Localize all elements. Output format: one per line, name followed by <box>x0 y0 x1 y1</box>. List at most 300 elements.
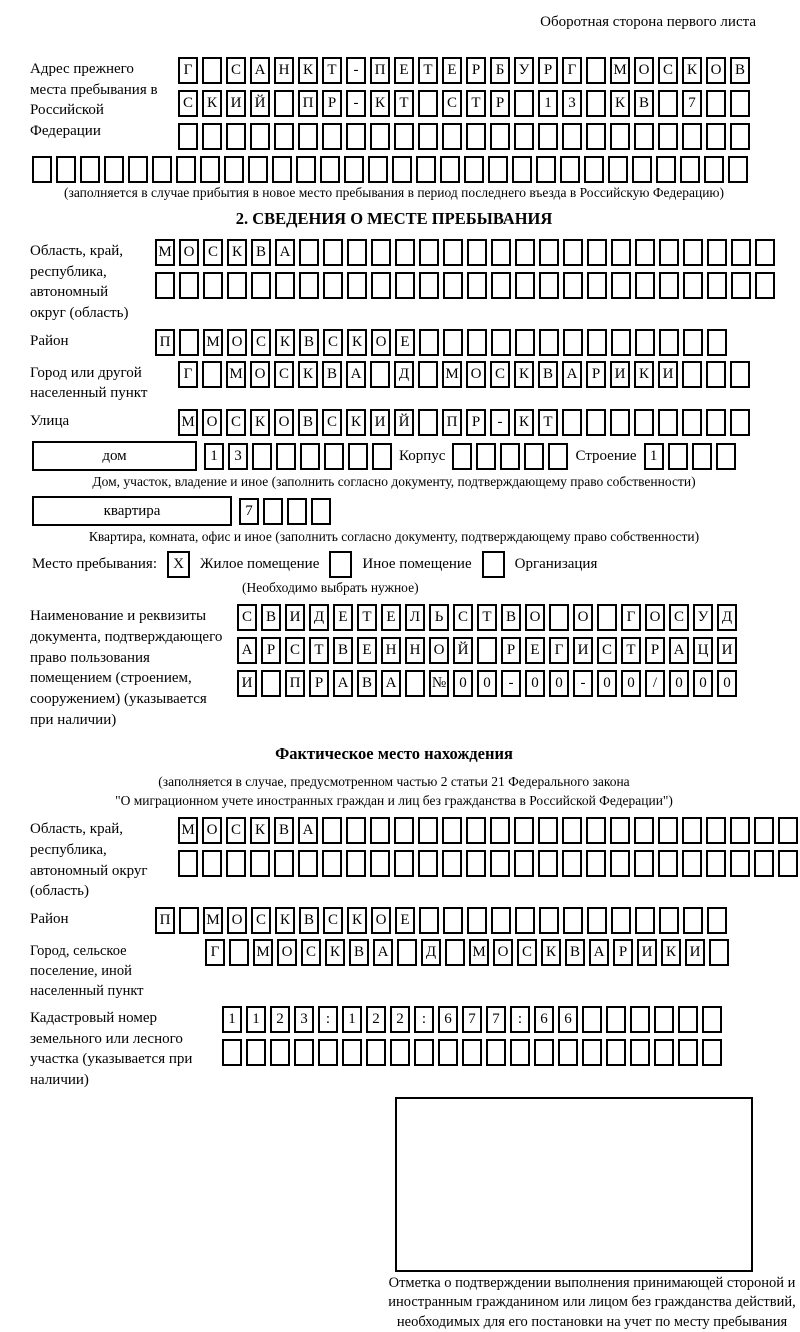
char-cell[interactable]: Р <box>613 939 633 966</box>
char-cell[interactable] <box>372 443 392 470</box>
char-cell[interactable] <box>464 156 484 183</box>
char-cell[interactable]: 0 <box>453 670 473 697</box>
char-cell[interactable] <box>659 907 679 934</box>
char-cell[interactable] <box>611 907 631 934</box>
char-cell[interactable]: Е <box>333 604 353 631</box>
char-cell[interactable] <box>229 939 249 966</box>
char-cell[interactable] <box>702 1039 722 1066</box>
char-cell[interactable]: М <box>203 329 223 356</box>
char-cell[interactable] <box>683 272 703 299</box>
char-cell[interactable]: В <box>322 361 342 388</box>
char-cell[interactable]: А <box>298 817 318 844</box>
char-cell[interactable] <box>654 1039 674 1066</box>
char-cell[interactable] <box>658 123 678 150</box>
char-cell[interactable] <box>562 123 582 150</box>
korpus-cells[interactable] <box>452 443 568 470</box>
char-cell[interactable]: С <box>517 939 537 966</box>
char-cell[interactable]: И <box>285 604 305 631</box>
char-cell[interactable] <box>370 850 390 877</box>
char-cell[interactable]: Д <box>717 604 737 631</box>
char-cell[interactable] <box>754 850 774 877</box>
char-cell[interactable]: 1 <box>342 1006 362 1033</box>
char-cell[interactable] <box>606 1039 626 1066</box>
char-cell[interactable]: - <box>346 90 366 117</box>
char-cell[interactable]: Ц <box>693 637 713 664</box>
char-cell[interactable] <box>438 1039 458 1066</box>
char-cell[interactable] <box>778 850 798 877</box>
char-cell[interactable]: К <box>250 817 270 844</box>
char-cell[interactable] <box>524 443 544 470</box>
prev-address-row-3[interactable] <box>178 123 750 150</box>
char-cell[interactable]: Е <box>357 637 377 664</box>
char-cell[interactable] <box>536 156 556 183</box>
char-cell[interactable] <box>346 123 366 150</box>
char-cell[interactable]: М <box>226 361 246 388</box>
char-cell[interactable]: 0 <box>693 670 713 697</box>
char-cell[interactable] <box>418 361 438 388</box>
char-cell[interactable] <box>538 817 558 844</box>
char-cell[interactable]: Г <box>621 604 641 631</box>
char-cell[interactable] <box>610 817 630 844</box>
char-cell[interactable] <box>634 123 654 150</box>
apartment-cells[interactable] <box>239 498 331 525</box>
actual-city-row[interactable] <box>205 939 729 966</box>
char-cell[interactable] <box>418 817 438 844</box>
char-cell[interactable] <box>562 850 582 877</box>
char-cell[interactable] <box>678 1039 698 1066</box>
char-cell[interactable] <box>608 156 628 183</box>
checkbox-other-premises[interactable] <box>329 551 352 578</box>
char-cell[interactable] <box>706 361 726 388</box>
char-cell[interactable]: 2 <box>366 1006 386 1033</box>
char-cell[interactable] <box>250 123 270 150</box>
char-cell[interactable] <box>56 156 76 183</box>
char-cell[interactable]: М <box>178 817 198 844</box>
char-cell[interactable]: С <box>251 907 271 934</box>
char-cell[interactable]: М <box>610 57 630 84</box>
char-cell[interactable]: Й <box>250 90 270 117</box>
char-cell[interactable]: И <box>685 939 705 966</box>
char-cell[interactable]: С <box>323 907 343 934</box>
char-cell[interactable]: 6 <box>438 1006 458 1033</box>
char-cell[interactable] <box>630 1039 650 1066</box>
char-cell[interactable] <box>656 156 676 183</box>
char-cell[interactable]: Д <box>421 939 441 966</box>
char-cell[interactable]: Р <box>645 637 665 664</box>
char-cell[interactable]: Р <box>466 57 486 84</box>
char-cell[interactable] <box>274 850 294 877</box>
char-cell[interactable] <box>490 817 510 844</box>
char-cell[interactable]: В <box>251 239 271 266</box>
char-cell[interactable] <box>272 156 292 183</box>
char-cell[interactable]: Т <box>357 604 377 631</box>
char-cell[interactable] <box>274 123 294 150</box>
char-cell[interactable]: С <box>442 90 462 117</box>
char-cell[interactable] <box>730 123 750 150</box>
char-cell[interactable]: П <box>155 329 175 356</box>
char-cell[interactable] <box>370 361 390 388</box>
char-cell[interactable]: А <box>346 361 366 388</box>
char-cell[interactable]: Д <box>394 361 414 388</box>
char-cell[interactable]: К <box>610 90 630 117</box>
char-cell[interactable]: Й <box>394 409 414 436</box>
char-cell[interactable]: М <box>155 239 175 266</box>
char-cell[interactable]: С <box>322 409 342 436</box>
char-cell[interactable] <box>462 1039 482 1066</box>
document-row-3[interactable] <box>237 670 737 697</box>
char-cell[interactable]: П <box>155 907 175 934</box>
char-cell[interactable]: С <box>274 361 294 388</box>
char-cell[interactable]: Е <box>442 57 462 84</box>
char-cell[interactable]: К <box>661 939 681 966</box>
char-cell[interactable]: Е <box>394 57 414 84</box>
char-cell[interactable] <box>515 329 535 356</box>
char-cell[interactable] <box>152 156 172 183</box>
char-cell[interactable]: : <box>510 1006 530 1033</box>
char-cell[interactable]: № <box>429 670 449 697</box>
char-cell[interactable]: : <box>414 1006 434 1033</box>
char-cell[interactable] <box>32 156 52 183</box>
char-cell[interactable] <box>371 272 391 299</box>
char-cell[interactable] <box>730 850 750 877</box>
actual-district-row[interactable] <box>155 907 727 934</box>
char-cell[interactable] <box>178 850 198 877</box>
char-cell[interactable] <box>252 443 272 470</box>
char-cell[interactable]: С <box>490 361 510 388</box>
char-cell[interactable] <box>346 850 366 877</box>
char-cell[interactable] <box>706 90 726 117</box>
char-cell[interactable]: А <box>237 637 257 664</box>
char-cell[interactable]: Г <box>178 57 198 84</box>
char-cell[interactable] <box>709 939 729 966</box>
char-cell[interactable] <box>635 907 655 934</box>
char-cell[interactable] <box>634 850 654 877</box>
char-cell[interactable]: П <box>370 57 390 84</box>
char-cell[interactable]: К <box>227 239 247 266</box>
char-cell[interactable]: К <box>514 361 534 388</box>
char-cell[interactable]: К <box>682 57 702 84</box>
char-cell[interactable] <box>515 907 535 934</box>
char-cell[interactable]: С <box>226 57 246 84</box>
char-cell[interactable] <box>778 817 798 844</box>
char-cell[interactable] <box>731 272 751 299</box>
char-cell[interactable] <box>659 239 679 266</box>
char-cell[interactable] <box>344 156 364 183</box>
char-cell[interactable]: 3 <box>228 443 248 470</box>
char-cell[interactable]: Т <box>309 637 329 664</box>
char-cell[interactable] <box>730 409 750 436</box>
char-cell[interactable] <box>630 1006 650 1033</box>
char-cell[interactable] <box>610 409 630 436</box>
char-cell[interactable] <box>490 123 510 150</box>
char-cell[interactable] <box>274 90 294 117</box>
char-cell[interactable] <box>658 817 678 844</box>
char-cell[interactable] <box>179 907 199 934</box>
char-cell[interactable] <box>467 329 487 356</box>
char-cell[interactable] <box>476 443 496 470</box>
char-cell[interactable]: С <box>226 409 246 436</box>
char-cell[interactable] <box>549 604 569 631</box>
char-cell[interactable] <box>179 272 199 299</box>
house-type-box[interactable]: дом <box>32 441 197 471</box>
char-cell[interactable] <box>538 123 558 150</box>
char-cell[interactable] <box>587 329 607 356</box>
document-row-1[interactable] <box>237 604 737 631</box>
char-cell[interactable] <box>467 907 487 934</box>
char-cell[interactable] <box>419 907 439 934</box>
char-cell[interactable] <box>654 1006 674 1033</box>
char-cell[interactable]: В <box>261 604 281 631</box>
char-cell[interactable]: А <box>669 637 689 664</box>
char-cell[interactable]: П <box>442 409 462 436</box>
char-cell[interactable] <box>755 272 775 299</box>
region-row-1[interactable] <box>155 239 775 266</box>
char-cell[interactable] <box>611 329 631 356</box>
char-cell[interactable] <box>534 1039 554 1066</box>
char-cell[interactable] <box>682 361 702 388</box>
char-cell[interactable]: Т <box>466 90 486 117</box>
char-cell[interactable]: 7 <box>682 90 702 117</box>
char-cell[interactable]: К <box>325 939 345 966</box>
char-cell[interactable]: 7 <box>239 498 259 525</box>
char-cell[interactable]: Р <box>466 409 486 436</box>
char-cell[interactable] <box>731 239 751 266</box>
char-cell[interactable] <box>610 123 630 150</box>
char-cell[interactable] <box>538 850 558 877</box>
char-cell[interactable] <box>346 817 366 844</box>
char-cell[interactable]: - <box>501 670 521 697</box>
region-row-2[interactable] <box>155 272 775 299</box>
char-cell[interactable] <box>658 409 678 436</box>
char-cell[interactable] <box>659 329 679 356</box>
char-cell[interactable]: И <box>717 637 737 664</box>
char-cell[interactable]: О <box>277 939 297 966</box>
char-cell[interactable] <box>275 272 295 299</box>
char-cell[interactable]: Ь <box>429 604 449 631</box>
char-cell[interactable]: А <box>562 361 582 388</box>
char-cell[interactable] <box>635 272 655 299</box>
char-cell[interactable] <box>443 907 463 934</box>
char-cell[interactable] <box>394 850 414 877</box>
char-cell[interactable]: Р <box>490 90 510 117</box>
char-cell[interactable] <box>368 156 388 183</box>
char-cell[interactable] <box>200 156 220 183</box>
char-cell[interactable] <box>488 156 508 183</box>
char-cell[interactable] <box>563 329 583 356</box>
char-cell[interactable] <box>246 1039 266 1066</box>
city-row[interactable] <box>178 361 750 388</box>
char-cell[interactable] <box>104 156 124 183</box>
char-cell[interactable]: С <box>251 329 271 356</box>
char-cell[interactable]: 0 <box>717 670 737 697</box>
char-cell[interactable] <box>587 239 607 266</box>
char-cell[interactable]: К <box>202 90 222 117</box>
char-cell[interactable]: А <box>275 239 295 266</box>
char-cell[interactable] <box>514 817 534 844</box>
char-cell[interactable]: О <box>179 239 199 266</box>
char-cell[interactable]: А <box>373 939 393 966</box>
char-cell[interactable] <box>443 272 463 299</box>
char-cell[interactable] <box>491 329 511 356</box>
char-cell[interactable] <box>514 90 534 117</box>
char-cell[interactable]: В <box>298 409 318 436</box>
char-cell[interactable]: И <box>573 637 593 664</box>
cadastral-row-1[interactable] <box>222 1006 722 1033</box>
char-cell[interactable] <box>318 1039 338 1066</box>
char-cell[interactable] <box>706 409 726 436</box>
char-cell[interactable] <box>287 498 307 525</box>
char-cell[interactable]: О <box>466 361 486 388</box>
char-cell[interactable] <box>754 817 774 844</box>
char-cell[interactable]: К <box>298 57 318 84</box>
prev-address-row-2[interactable] <box>178 90 750 117</box>
char-cell[interactable]: 3 <box>294 1006 314 1033</box>
char-cell[interactable] <box>611 272 631 299</box>
char-cell[interactable]: С <box>453 604 473 631</box>
char-cell[interactable]: В <box>501 604 521 631</box>
char-cell[interactable] <box>510 1039 530 1066</box>
char-cell[interactable] <box>418 90 438 117</box>
char-cell[interactable] <box>586 123 606 150</box>
char-cell[interactable]: Й <box>453 637 473 664</box>
char-cell[interactable]: О <box>573 604 593 631</box>
char-cell[interactable] <box>176 156 196 183</box>
char-cell[interactable]: Т <box>621 637 641 664</box>
char-cell[interactable]: Н <box>381 637 401 664</box>
char-cell[interactable] <box>682 817 702 844</box>
char-cell[interactable]: Т <box>394 90 414 117</box>
char-cell[interactable] <box>80 156 100 183</box>
char-cell[interactable]: М <box>469 939 489 966</box>
char-cell[interactable] <box>558 1039 578 1066</box>
char-cell[interactable]: О <box>202 409 222 436</box>
char-cell[interactable] <box>418 409 438 436</box>
char-cell[interactable] <box>512 156 532 183</box>
char-cell[interactable]: С <box>597 637 617 664</box>
char-cell[interactable]: Р <box>586 361 606 388</box>
char-cell[interactable] <box>324 443 344 470</box>
char-cell[interactable]: С <box>658 57 678 84</box>
char-cell[interactable] <box>442 850 462 877</box>
char-cell[interactable] <box>539 329 559 356</box>
char-cell[interactable] <box>296 156 316 183</box>
char-cell[interactable] <box>248 156 268 183</box>
char-cell[interactable] <box>394 817 414 844</box>
char-cell[interactable]: Р <box>538 57 558 84</box>
char-cell[interactable] <box>227 272 247 299</box>
char-cell[interactable]: В <box>299 907 319 934</box>
char-cell[interactable] <box>322 850 342 877</box>
char-cell[interactable]: 0 <box>621 670 641 697</box>
actual-region-row-2[interactable] <box>178 850 798 877</box>
char-cell[interactable]: А <box>381 670 401 697</box>
char-cell[interactable] <box>610 850 630 877</box>
char-cell[interactable] <box>128 156 148 183</box>
char-cell[interactable]: С <box>323 329 343 356</box>
char-cell[interactable] <box>419 239 439 266</box>
char-cell[interactable] <box>730 817 750 844</box>
char-cell[interactable]: - <box>573 670 593 697</box>
char-cell[interactable]: В <box>333 637 353 664</box>
char-cell[interactable]: 1 <box>538 90 558 117</box>
char-cell[interactable] <box>322 123 342 150</box>
char-cell[interactable]: - <box>346 57 366 84</box>
char-cell[interactable]: М <box>203 907 223 934</box>
char-cell[interactable] <box>370 817 390 844</box>
char-cell[interactable] <box>728 156 748 183</box>
char-cell[interactable]: 7 <box>486 1006 506 1033</box>
char-cell[interactable] <box>390 1039 410 1066</box>
char-cell[interactable]: И <box>637 939 657 966</box>
char-cell[interactable] <box>706 850 726 877</box>
char-cell[interactable]: В <box>349 939 369 966</box>
char-cell[interactable]: Б <box>490 57 510 84</box>
char-cell[interactable] <box>562 817 582 844</box>
char-cell[interactable] <box>704 156 724 183</box>
street-row[interactable] <box>178 409 750 436</box>
char-cell[interactable] <box>299 272 319 299</box>
char-cell[interactable] <box>467 272 487 299</box>
char-cell[interactable]: К <box>275 329 295 356</box>
char-cell[interactable]: О <box>250 361 270 388</box>
prev-address-row-4[interactable] <box>32 156 758 183</box>
char-cell[interactable] <box>342 1039 362 1066</box>
char-cell[interactable]: О <box>371 907 391 934</box>
char-cell[interactable] <box>443 329 463 356</box>
char-cell[interactable] <box>500 443 520 470</box>
char-cell[interactable]: О <box>493 939 513 966</box>
char-cell[interactable]: В <box>538 361 558 388</box>
district-row[interactable] <box>155 329 727 356</box>
char-cell[interactable]: Е <box>395 329 415 356</box>
char-cell[interactable]: Л <box>405 604 425 631</box>
char-cell[interactable] <box>584 156 604 183</box>
char-cell[interactable]: Р <box>322 90 342 117</box>
char-cell[interactable]: К <box>541 939 561 966</box>
char-cell[interactable] <box>419 272 439 299</box>
char-cell[interactable] <box>755 239 775 266</box>
char-cell[interactable] <box>678 1006 698 1033</box>
char-cell[interactable]: 1 <box>644 443 664 470</box>
char-cell[interactable]: Н <box>274 57 294 84</box>
char-cell[interactable]: Н <box>405 637 425 664</box>
char-cell[interactable] <box>587 907 607 934</box>
char-cell[interactable]: 0 <box>525 670 545 697</box>
char-cell[interactable] <box>515 272 535 299</box>
char-cell[interactable]: У <box>693 604 713 631</box>
char-cell[interactable] <box>702 1006 722 1033</box>
char-cell[interactable] <box>178 123 198 150</box>
char-cell[interactable]: 0 <box>597 670 617 697</box>
char-cell[interactable] <box>539 239 559 266</box>
char-cell[interactable] <box>442 123 462 150</box>
char-cell[interactable] <box>311 498 331 525</box>
char-cell[interactable] <box>563 907 583 934</box>
char-cell[interactable] <box>276 443 296 470</box>
char-cell[interactable]: Т <box>322 57 342 84</box>
char-cell[interactable]: С <box>203 239 223 266</box>
char-cell[interactable]: Т <box>418 57 438 84</box>
char-cell[interactable] <box>682 123 702 150</box>
char-cell[interactable] <box>251 272 271 299</box>
apartment-type-box[interactable]: квартира <box>32 496 232 526</box>
char-cell[interactable] <box>586 817 606 844</box>
char-cell[interactable] <box>418 123 438 150</box>
char-cell[interactable] <box>586 409 606 436</box>
char-cell[interactable]: 0 <box>477 670 497 697</box>
char-cell[interactable]: О <box>645 604 665 631</box>
char-cell[interactable] <box>477 637 497 664</box>
